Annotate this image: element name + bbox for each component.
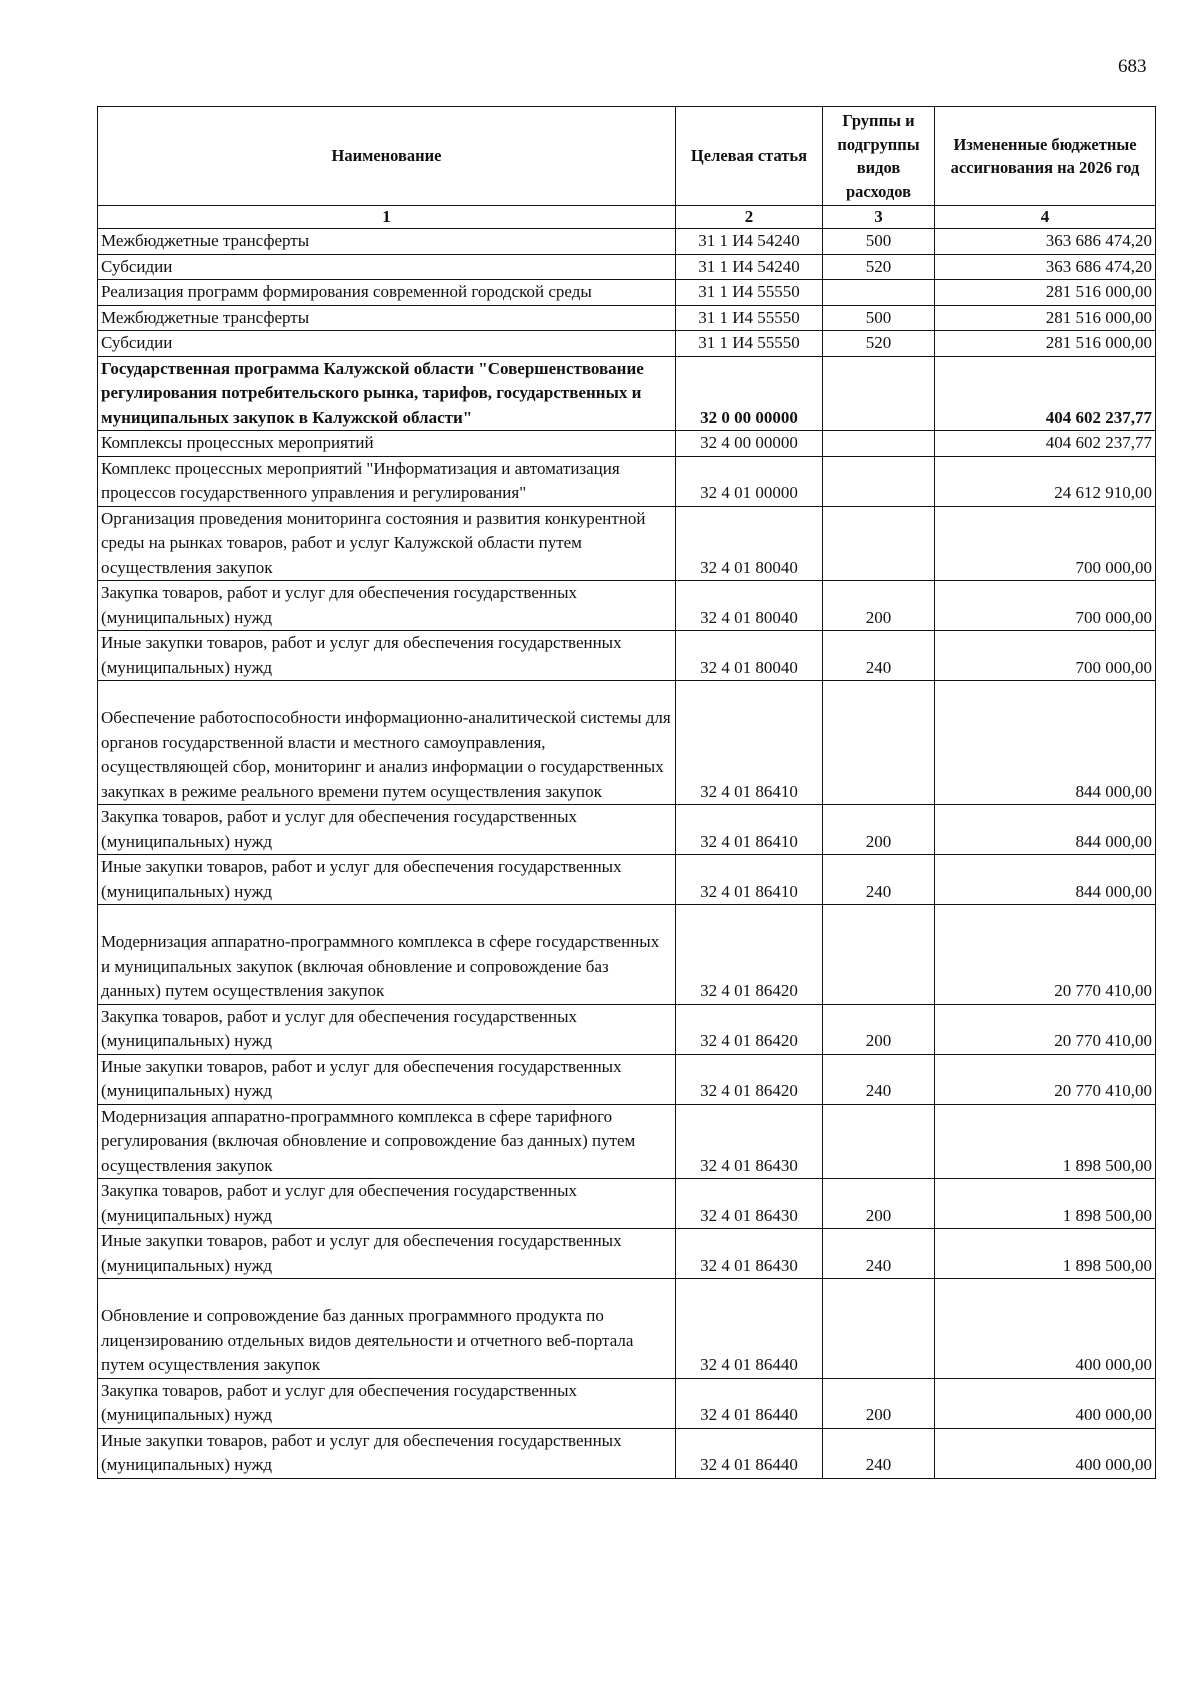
row-expense-group: [823, 681, 935, 805]
row-target-article: 32 4 01 00000: [676, 456, 823, 506]
header-name: Наименование: [98, 107, 676, 206]
row-amount: 20 770 410,00: [935, 1054, 1156, 1104]
row-amount: 363 686 474,20: [935, 254, 1156, 280]
row-expense-group: 240: [823, 1428, 935, 1478]
row-name: Иные закупки товаров, работ и услуг для обеспечения государственных (муниципальных) нужд: [98, 1428, 676, 1478]
row-amount: 281 516 000,00: [935, 305, 1156, 331]
row-amount: 1 898 500,00: [935, 1104, 1156, 1179]
row-name: Закупка товаров, работ и услуг для обеспечения государственных (муниципальных) нужд: [98, 581, 676, 631]
row-target-article: 32 4 01 80040: [676, 581, 823, 631]
row-target-article: 32 4 01 86440: [676, 1279, 823, 1379]
column-number: 2: [676, 206, 823, 229]
row-name: Модернизация аппаратно-программного комплекса в сфере государственных и муниципальных закупок (включая обновление и сопровождение баз данных) путем осуществления закупок: [98, 905, 676, 1005]
table-row: [98, 1054, 1156, 1104]
row-expense-group: 520: [823, 254, 935, 280]
table-row: [98, 254, 1156, 280]
table-row: [98, 1104, 1156, 1179]
budget-table: [97, 106, 1156, 1479]
row-expense-group: [823, 431, 935, 457]
row-amount: 700 000,00: [935, 506, 1156, 581]
page-number: 683: [1118, 56, 1147, 77]
row-amount: 24 612 910,00: [935, 456, 1156, 506]
row-amount: 700 000,00: [935, 581, 1156, 631]
table-row: [98, 1004, 1156, 1054]
table-row: [98, 1428, 1156, 1478]
row-amount: 281 516 000,00: [935, 331, 1156, 357]
table-header-row: [98, 107, 1156, 206]
row-name: Закупка товаров, работ и услуг для обеспечения государственных (муниципальных) нужд: [98, 1378, 676, 1428]
row-name: Иные закупки товаров, работ и услуг для обеспечения государственных (муниципальных) нужд: [98, 631, 676, 681]
row-name: Модернизация аппаратно-программного комплекса в сфере тарифного регулирования (включая обновление и сопровождение баз данных) путем осуществления закупок: [98, 1104, 676, 1179]
row-name: Субсидии: [98, 331, 676, 357]
row-amount: 400 000,00: [935, 1428, 1156, 1478]
row-expense-group: [823, 356, 935, 431]
row-expense-group: 240: [823, 1054, 935, 1104]
row-amount: 404 602 237,77: [935, 356, 1156, 431]
row-expense-group: [823, 1104, 935, 1179]
table-row: [98, 581, 1156, 631]
row-name: Закупка товаров, работ и услуг для обеспечения государственных (муниципальных) нужд: [98, 1004, 676, 1054]
row-name: Иные закупки товаров, работ и услуг для обеспечения государственных (муниципальных) нужд: [98, 1229, 676, 1279]
row-expense-group: 200: [823, 1004, 935, 1054]
row-target-article: 32 4 00 00000: [676, 431, 823, 457]
row-target-article: 31 1 И4 54240: [676, 254, 823, 280]
table-row: [98, 905, 1156, 1005]
row-target-article: 32 4 01 86410: [676, 855, 823, 905]
row-target-article: 32 4 01 86420: [676, 1054, 823, 1104]
row-amount: 1 898 500,00: [935, 1229, 1156, 1279]
table-row: [98, 805, 1156, 855]
row-amount: 1 898 500,00: [935, 1179, 1156, 1229]
row-target-article: 32 4 01 86420: [676, 905, 823, 1005]
header-group: Группы и подгруппы видов расходов: [823, 107, 935, 206]
row-name: Межбюджетные трансферты: [98, 229, 676, 255]
header-amount: Измененные бюджетные ассигнования на 2026 год: [935, 107, 1156, 206]
table-row: [98, 1179, 1156, 1229]
row-target-article: 31 1 И4 55550: [676, 305, 823, 331]
row-expense-group: 240: [823, 855, 935, 905]
row-amount: 281 516 000,00: [935, 280, 1156, 306]
row-target-article: 32 4 01 86430: [676, 1179, 823, 1229]
row-name: Иные закупки товаров, работ и услуг для обеспечения государственных (муниципальных) нужд: [98, 855, 676, 905]
table-row: [98, 1229, 1156, 1279]
row-target-article: 32 4 01 86410: [676, 805, 823, 855]
row-expense-group: 240: [823, 1229, 935, 1279]
table-row: [98, 331, 1156, 357]
row-amount: 20 770 410,00: [935, 1004, 1156, 1054]
row-name: Реализация программ формирования современной городской среды: [98, 280, 676, 306]
column-number-row: [98, 206, 1156, 229]
column-number: 3: [823, 206, 935, 229]
row-target-article: 31 1 И4 55550: [676, 280, 823, 306]
table-row: [98, 681, 1156, 805]
row-target-article: 32 4 01 86440: [676, 1428, 823, 1478]
row-target-article: 32 4 01 86420: [676, 1004, 823, 1054]
row-target-article: 32 4 01 86430: [676, 1229, 823, 1279]
row-expense-group: 500: [823, 229, 935, 255]
row-expense-group: [823, 456, 935, 506]
header-code: Целевая статья: [676, 107, 823, 206]
table-row: [98, 431, 1156, 457]
row-expense-group: [823, 506, 935, 581]
column-number: 4: [935, 206, 1156, 229]
table-row: [98, 506, 1156, 581]
row-expense-group: [823, 1279, 935, 1379]
row-target-article: 32 0 00 00000: [676, 356, 823, 431]
row-name: Субсидии: [98, 254, 676, 280]
row-expense-group: 200: [823, 805, 935, 855]
row-expense-group: 500: [823, 305, 935, 331]
row-name: Обеспечение работоспособности информационно-аналитической системы для органов государственной власти и местного самоуправления, осуществляющей сбор, мониторинг и анализ информации о государственных закупках в режиме реального времени путем осуществления закупок: [98, 681, 676, 805]
row-expense-group: 240: [823, 631, 935, 681]
table-row: [98, 456, 1156, 506]
row-expense-group: [823, 280, 935, 306]
row-target-article: 32 4 01 80040: [676, 631, 823, 681]
row-target-article: 32 4 01 80040: [676, 506, 823, 581]
row-name: Организация проведения мониторинга состояния и развития конкурентной среды на рынках товаров, работ и услуг Калужской области путем осуществления закупок: [98, 506, 676, 581]
row-name: Обновление и сопровождение баз данных программного продукта по лицензированию отдельных видов деятельности и отчетного веб-портала путем осуществления закупок: [98, 1279, 676, 1379]
row-amount: 404 602 237,77: [935, 431, 1156, 457]
table-row: [98, 280, 1156, 306]
table-row: [98, 1378, 1156, 1428]
table-row: [98, 631, 1156, 681]
row-amount: 700 000,00: [935, 631, 1156, 681]
row-target-article: 32 4 01 86430: [676, 1104, 823, 1179]
table-row: [98, 1279, 1156, 1379]
row-expense-group: 200: [823, 581, 935, 631]
row-name: Иные закупки товаров, работ и услуг для обеспечения государственных (муниципальных) нужд: [98, 1054, 676, 1104]
table-row: [98, 305, 1156, 331]
row-target-article: 32 4 01 86410: [676, 681, 823, 805]
row-target-article: 32 4 01 86440: [676, 1378, 823, 1428]
row-target-article: 31 1 И4 55550: [676, 331, 823, 357]
row-amount: 400 000,00: [935, 1378, 1156, 1428]
row-amount: 363 686 474,20: [935, 229, 1156, 255]
column-number: 1: [98, 206, 676, 229]
row-amount: 400 000,00: [935, 1279, 1156, 1379]
row-expense-group: [823, 905, 935, 1005]
row-expense-group: 520: [823, 331, 935, 357]
row-target-article: 31 1 И4 54240: [676, 229, 823, 255]
row-name: Закупка товаров, работ и услуг для обеспечения государственных (муниципальных) нужд: [98, 1179, 676, 1229]
row-amount: 844 000,00: [935, 855, 1156, 905]
row-amount: 20 770 410,00: [935, 905, 1156, 1005]
row-name: Комплексы процессных мероприятий: [98, 431, 676, 457]
row-name: Закупка товаров, работ и услуг для обеспечения государственных (муниципальных) нужд: [98, 805, 676, 855]
row-name: Государственная программа Калужской области "Совершенствование регулирования потребительского рынка, тарифов, государственных и муниципальных закупок в Калужской области": [98, 356, 676, 431]
row-amount: 844 000,00: [935, 805, 1156, 855]
row-expense-group: 200: [823, 1179, 935, 1229]
table-body: [98, 229, 1156, 1479]
row-amount: 844 000,00: [935, 681, 1156, 805]
table-row: [98, 855, 1156, 905]
row-name: Комплекс процессных мероприятий "Информатизация и автоматизация процессов государственного управления и регулирования": [98, 456, 676, 506]
table-row: [98, 229, 1156, 255]
row-expense-group: 200: [823, 1378, 935, 1428]
row-name: Межбюджетные трансферты: [98, 305, 676, 331]
table-row: [98, 356, 1156, 431]
